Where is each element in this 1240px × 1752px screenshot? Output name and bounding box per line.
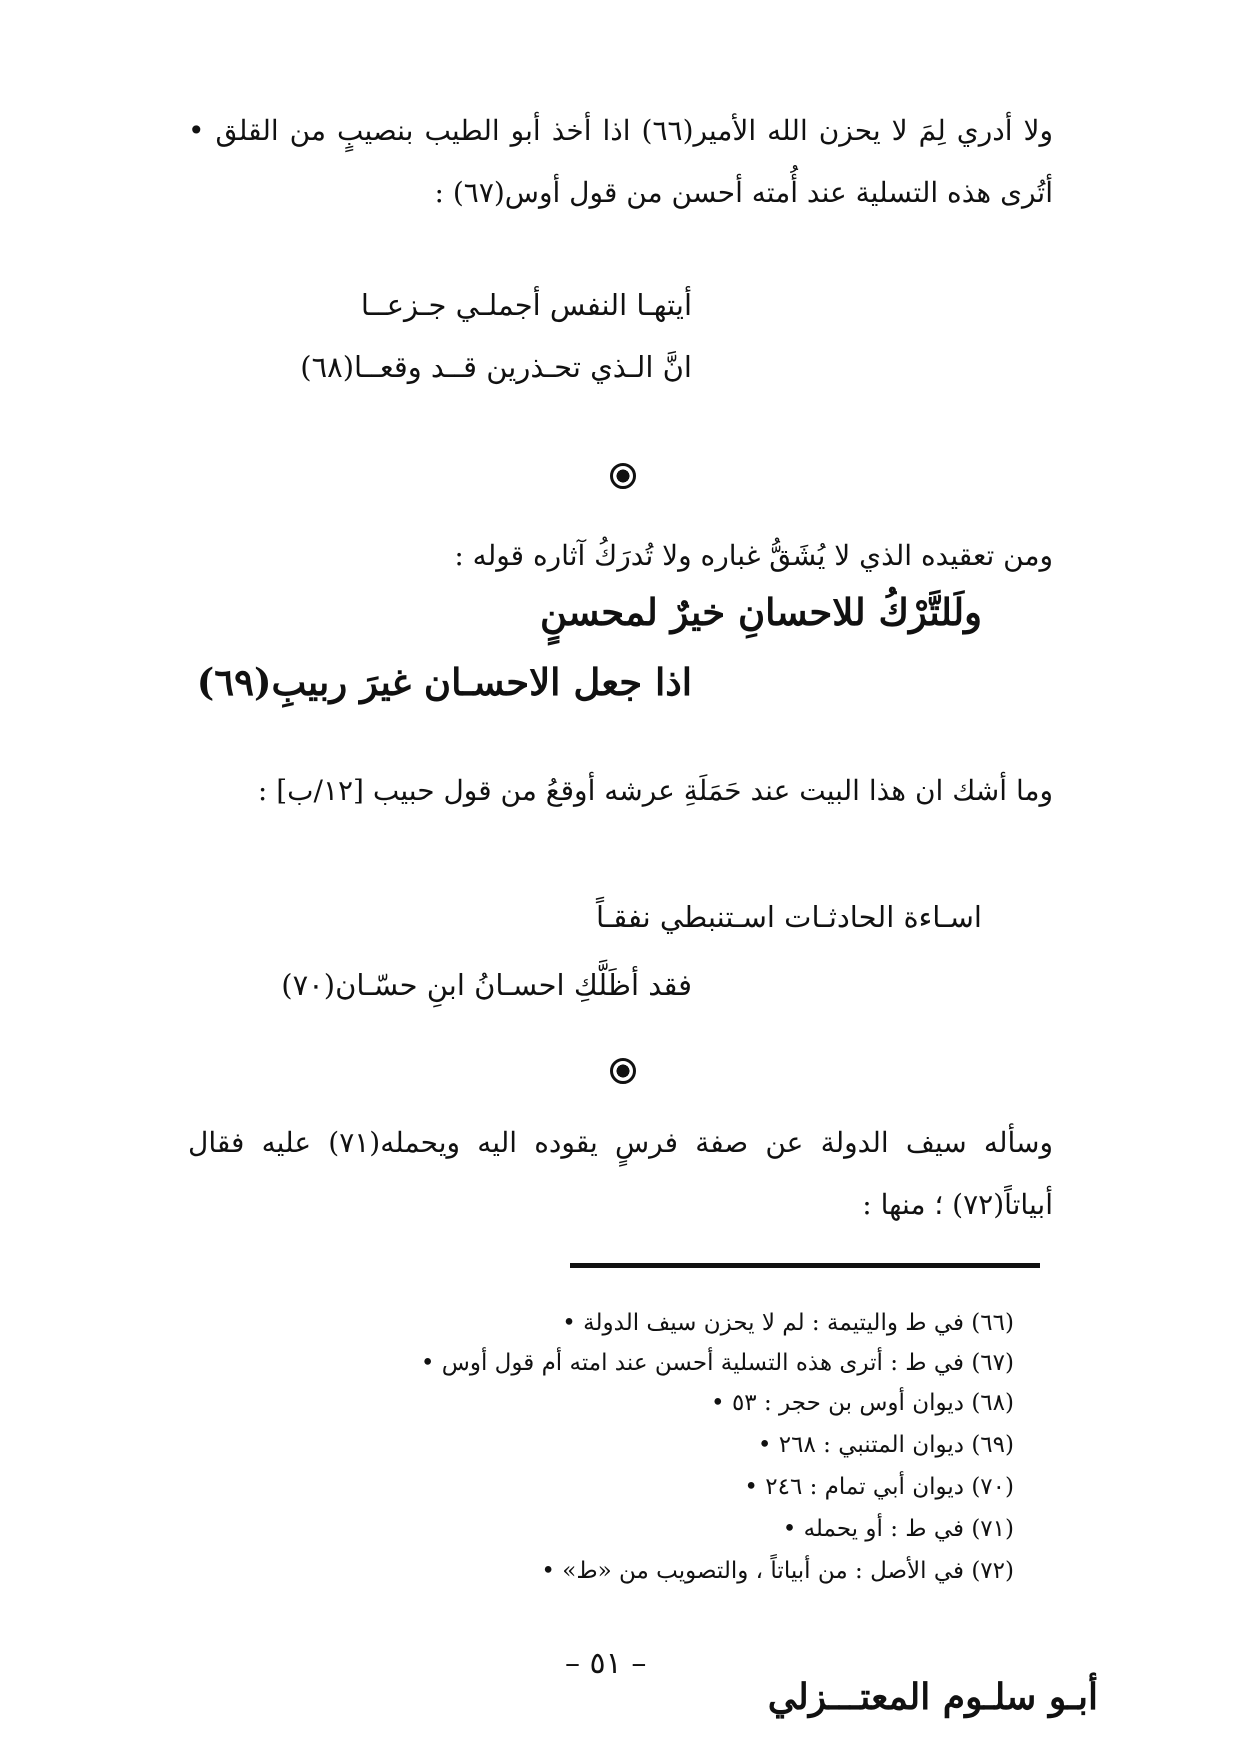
verse-1-second-hemistich: انَّ الـذي تحـذرين قــد وقعــا(٦٨) — [300, 350, 692, 384]
verse-2-first-hemistich: ولَلتَّرْكُ للاحسانِ خيرٌ لمحسنٍ — [540, 590, 982, 634]
section-separator-1 — [610, 463, 636, 489]
paragraph-1: ولا أدري لِمَ لا يحزن الله الأمير(٦٦) اذا أخذ أبو الطيب بنصيبٍ من القلق • أتُرى هذه التسلية عند أُمته أحسن من قول أوس(٦٧) : — [188, 114, 1053, 209]
verse-3-first-hemistich: اسـاءة الحادثـات اسـتنبطي نفقـاً — [595, 900, 982, 934]
footnote-71: (٧١) في ط : أو يحمله • — [782, 1516, 1014, 1542]
author-watermark: أبـو سلـوم المعتـــزلي — [767, 1676, 1098, 1718]
footnote-66: (٦٦) في ط واليتيمة : لم لا يحزن سيف الدولة • — [562, 1310, 1014, 1336]
footnote-70: (٧٠) ديوان أبي تمام : ٢٤٦ • — [744, 1474, 1014, 1500]
paragraph-4: وسأله سيف الدولة عن صفة فرسٍ يقوده اليه ويحمله(٧١) عليه فقال أبياتاً(٧٢) ؛ منها : — [188, 1126, 1053, 1221]
paragraph-3: وما أشك ان هذا البيت عند حَمَلَةِ عرشه أوقعُ من قول حبيب [١٢/ب] : — [257, 774, 1053, 807]
page-number: – ٥١ – — [565, 1646, 647, 1681]
verse-1-first-hemistich: أيتهـا النفس أجملـي جـزعــا — [360, 288, 692, 322]
section-separator-2 — [610, 1058, 636, 1084]
verse-2-second-hemistich: اذا جعل الاحسـان غيرَ ربيبِ(٦٩) — [196, 660, 692, 704]
verse-3-second-hemistich: فقد أظَلَّكِ احسـانُ ابنِ حسّـان(٧٠) — [281, 968, 692, 1002]
footnote-rule — [570, 1263, 1040, 1268]
footnote-67: (٦٧) في ط : أترى هذه التسلية أحسن عند امته أم قول أوس • — [420, 1350, 1014, 1376]
paragraph-2: ومن تعقيده الذي لا يُشَقُّ غباره ولا تُدرَكُ آثاره قوله : — [454, 539, 1053, 572]
footnote-68: (٦٨) ديوان أوس بن حجر : ٥٣ • — [711, 1390, 1014, 1416]
footnote-69: (٦٩) ديوان المتنبي : ٢٦٨ • — [757, 1432, 1014, 1458]
footnote-72: (٧٢) في الأصل : من أبياتاً ، والتصويب من «ط» • — [541, 1558, 1014, 1584]
